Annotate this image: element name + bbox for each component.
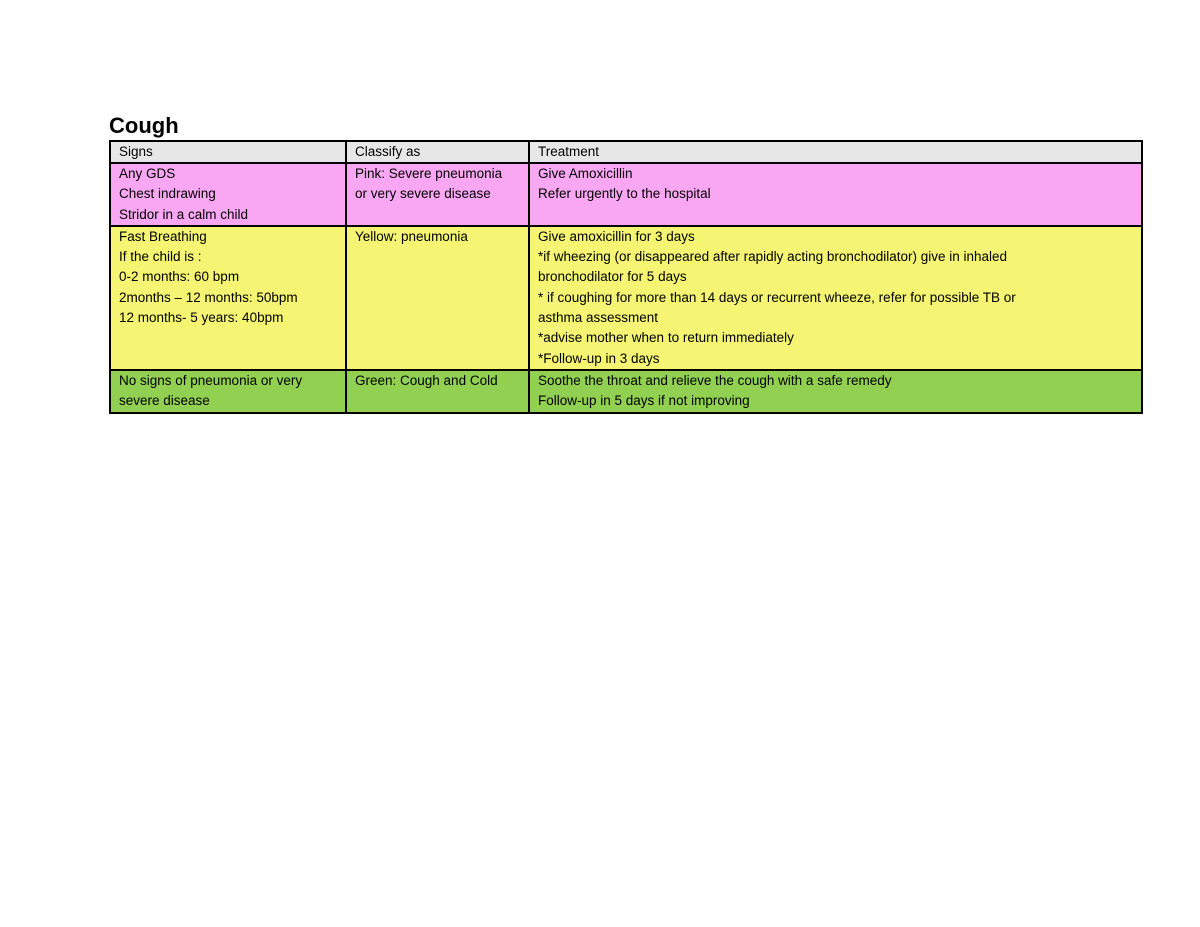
signs-cell-line: No signs of pneumonia or very — [119, 372, 303, 388]
table-body — [110, 163, 1142, 413]
signs-cell-line: Chest indrawing — [119, 186, 216, 202]
table-row-green — [110, 370, 1142, 413]
table-row-pink — [110, 163, 1142, 226]
treatment-cell-line: Give amoxicillin for 3 days — [538, 228, 695, 244]
cough-classification-table — [109, 140, 1143, 414]
header-treatment: Treatment — [529, 141, 1142, 163]
signs-cell-line: 12 months- 5 years: 40bpm — [119, 310, 284, 326]
signs-cell — [110, 226, 346, 370]
classify-cell-line: Pink: Severe pneumonia — [355, 166, 503, 181]
signs-cell — [110, 163, 346, 226]
classify-cell — [346, 226, 529, 370]
signs-cell-line: Any GDS — [119, 166, 176, 181]
treatment-cell-line: Soothe the throat and relieve the cough with a safe remedy — [538, 372, 892, 388]
treatment-cell-line: Refer urgently to the hospital — [538, 186, 711, 202]
treatment-cell — [529, 163, 1142, 226]
classify-cell-line: Green: Cough and Cold — [355, 372, 498, 388]
header-classify-as: Classify as — [346, 141, 529, 163]
header-signs: Signs — [110, 141, 346, 163]
signs-cell-line: Stridor in a calm child — [119, 206, 249, 222]
signs-cell-line: severe disease — [119, 393, 210, 409]
treatment-cell-line: *if wheezing (or disappeared after rapidly acting bronchodilator) give in inhaled — [538, 249, 1008, 265]
table-header-row — [110, 141, 1142, 163]
treatment-cell-line: asthma assessment — [538, 310, 659, 326]
treatment-cell — [529, 370, 1142, 413]
classify-cell — [346, 370, 529, 413]
treatment-cell-line: bronchodilator for 5 days — [538, 269, 687, 285]
classify-cell-line: or very severe disease — [355, 186, 491, 202]
table-row-yellow — [110, 226, 1142, 370]
treatment-cell — [529, 226, 1142, 370]
page-title: Cough — [109, 113, 179, 138]
signs-cell — [110, 370, 346, 413]
treatment-cell-line: * if coughing for more than 14 days or recurrent wheeze, refer for possible TB or — [538, 289, 1016, 305]
classify-cell — [346, 163, 529, 226]
classify-cell-line: Yellow: pneumonia — [355, 228, 468, 244]
signs-cell-line: Fast Breathing — [119, 228, 207, 244]
treatment-cell-line: *Follow-up in 3 days — [538, 350, 660, 366]
signs-cell-line: If the child is : — [119, 249, 202, 265]
signs-cell-line: 2months – 12 months: 50bpm — [119, 289, 298, 305]
treatment-cell-line: *advise mother when to return immediately — [538, 330, 794, 346]
signs-cell-line: 0-2 months: 60 bpm — [119, 269, 240, 285]
treatment-cell-line: Give Amoxicillin — [538, 166, 633, 181]
treatment-cell-line: Follow-up in 5 days if not improving — [538, 393, 750, 409]
